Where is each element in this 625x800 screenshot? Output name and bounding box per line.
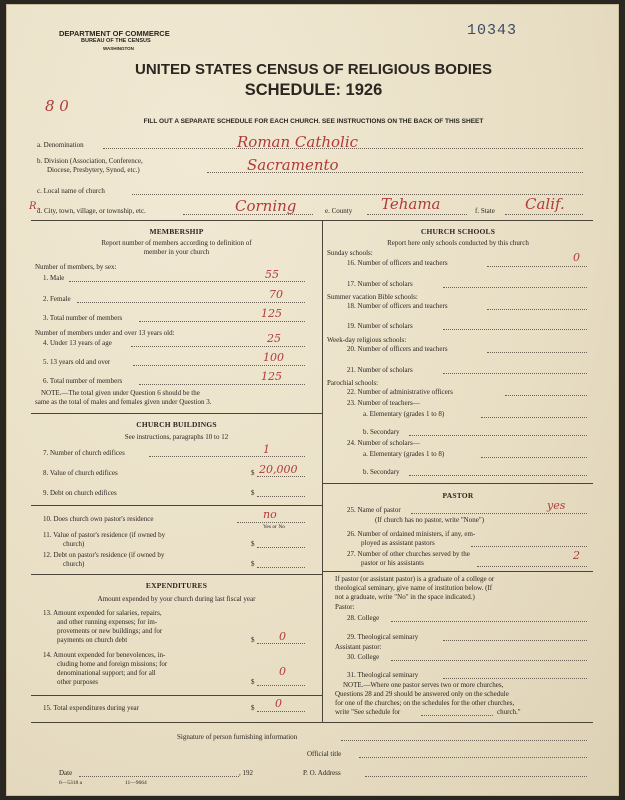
q27-divider [323, 571, 593, 572]
signature-line[interactable] [341, 740, 587, 741]
q16-line [487, 266, 587, 267]
q30-label: 30. College [347, 653, 380, 661]
membership-intro-2: member in your church [143, 248, 210, 256]
q21-line [443, 373, 587, 374]
q14-label-3: denominational support; and for all [57, 669, 156, 677]
q28-label: 28. College [347, 614, 380, 622]
table-top-border [31, 220, 593, 221]
q20-line [487, 352, 587, 353]
margin-note: 8 0 [45, 97, 69, 115]
buildings-title: CHURCH BUILDINGS [136, 420, 217, 429]
q24a-line [481, 457, 587, 458]
expenditures-title: EXPENDITURES [145, 581, 208, 590]
summer-schools-label: Summer vacation Bible schools: [327, 293, 418, 301]
q25-value[interactable]: yes [547, 499, 566, 512]
q11-dollar: $ [251, 540, 255, 548]
q26-label-2: ployed as assistant pastors [361, 539, 435, 547]
form-number: 6—5318 a [59, 780, 83, 786]
q12-label-2: church) [63, 560, 85, 568]
pastor-note-4: write "See schedule for [335, 708, 401, 716]
q27-value[interactable]: 2 [573, 549, 580, 562]
q14-line [257, 685, 305, 686]
weekday-schools-label: Week-day religious schools: [327, 336, 407, 344]
department-label: DEPARTMENT OF COMMERCE [59, 29, 170, 38]
schools-intro: Report here only schools conducted by this church [387, 239, 529, 247]
left-margin-mark: R. [29, 201, 40, 212]
membership-note-2: same as the total of males and females given under Question 3. [35, 398, 212, 406]
date-year-suffix: , 192 [239, 769, 253, 777]
q26-line [471, 546, 587, 547]
q31-line [443, 678, 587, 679]
q3-label: 3. Total number of members [43, 314, 123, 322]
date-line[interactable] [79, 776, 239, 777]
q31-label: 31. Theological seminary [347, 671, 419, 679]
q13-label-2: and other running expenses; for im- [57, 618, 158, 626]
state-label: f. State [475, 207, 495, 215]
pastor-sublabel: Pastor: [335, 603, 355, 611]
pastor-note-blank [421, 715, 493, 716]
q27-label-2: pastor or his assistants [361, 559, 424, 567]
division-label-2: Diocese, Presbytery, Synod, etc.) [47, 166, 140, 174]
members-by-sex-label: Number of members, by sex: [35, 263, 117, 271]
pastor-note-1: NOTE.—Where one pastor serves two or more churches, [343, 681, 504, 689]
q23-label: 23. Number of teachers— [347, 399, 420, 407]
instruction-banner: FILL OUT A SEPARATE SCHEDULE FOR EACH CHURCH. SEE INSTRUCTIONS ON THE BACK OF THIS SHEET [143, 118, 484, 125]
q22-line [505, 395, 587, 396]
q12-dollar: $ [251, 560, 255, 568]
q6-value[interactable]: 125 [261, 370, 282, 383]
q12-line [257, 567, 305, 568]
q11-label-2: church) [63, 540, 85, 548]
buildings-divider [31, 413, 322, 414]
q13-label-1: 13. Amount expended for salaries, repairs, [43, 609, 162, 617]
q5-label: 5. 13 years old and over [43, 358, 111, 366]
county-value[interactable]: Tehama [381, 195, 441, 213]
q15-label: 15. Total expenditures during year [43, 704, 139, 712]
q11-line [257, 547, 305, 548]
q7-line [149, 456, 305, 457]
q23b-label: b. Secondary [363, 428, 400, 436]
q13-label-3: provements or new buildings; and for [57, 627, 163, 635]
membership-note-1: NOTE.—The total given under Question 6 should be the [41, 389, 200, 397]
q7-label: 7. Number of church edifices [43, 449, 125, 457]
q14-divider [31, 695, 322, 696]
q1-label: 1. Male [43, 274, 65, 282]
grad-text-2: theological seminary, give name of institution below. (If [335, 584, 493, 592]
denomination-value[interactable]: Roman Catholic [237, 133, 359, 151]
q27-label-1: 27. Number of other churches served by the [347, 550, 470, 558]
q10-label: 10. Does church own pastor's residence [43, 515, 154, 523]
age-intro-label: Number of members under and over 13 years old: [35, 329, 175, 337]
expenditures-divider [31, 574, 322, 575]
q18-line [487, 309, 587, 310]
city-value[interactable]: Corning [235, 197, 297, 215]
pastor-note-2: Questions 28 and 29 should be answered only on the schedule [335, 690, 509, 698]
q4-line [131, 346, 305, 347]
bureau-label: BUREAU OF THE CENSUS [81, 38, 151, 44]
q15-value[interactable]: 0 [275, 697, 282, 710]
yes-no-hint: Yes or No [263, 524, 286, 530]
q9-divider [31, 505, 322, 506]
buildings-intro: See instructions, paragraphs 10 to 12 [124, 433, 229, 441]
q3-line [139, 321, 305, 322]
q8-label: 8. Value of church edifices [43, 469, 118, 477]
q5-value[interactable]: 100 [263, 351, 284, 364]
q26-label-1: 26. Number of ordained ministers, if any, em- [347, 530, 476, 538]
membership-intro-1: Report number of members according to definition of [101, 239, 252, 247]
q29-label: 29. Theological seminary [347, 633, 419, 641]
q14-label-1: 14. Amount expended for benevolences, in- [43, 651, 166, 659]
q25-line [411, 513, 587, 514]
q13-line [257, 643, 305, 644]
q15-dollar: $ [251, 704, 255, 712]
city-label: WASHINGTON [103, 46, 134, 51]
q29-line [443, 640, 587, 641]
parochial-schools-label: Parochial schools: [327, 379, 379, 387]
q13-dollar: $ [251, 636, 255, 644]
q14-label-4: other purposes [57, 678, 99, 686]
local-name-line [132, 194, 583, 195]
schedule-title: SCHEDULE: 1926 [244, 81, 383, 99]
q8-value[interactable]: 20,000 [259, 463, 298, 476]
q15-line [257, 711, 305, 712]
q7-value[interactable]: 1 [263, 443, 270, 456]
q8-line [257, 476, 305, 477]
q6-line [139, 384, 305, 385]
division-label-1: b. Division (Association, Conference, [37, 157, 143, 165]
q24b-label: b. Secondary [363, 468, 400, 476]
q27-line [477, 566, 587, 567]
q19-line [443, 329, 587, 330]
q18-label: 18. Number of officers and teachers [347, 302, 448, 310]
q2-line [77, 302, 305, 303]
state-value[interactable]: Calif. [525, 195, 565, 213]
pastor-note-3: for one of the churches; on the schedules for the other churches, [335, 699, 515, 707]
po-address-line[interactable] [365, 776, 587, 777]
q6-label: 6. Total number of members [43, 377, 123, 385]
q1-line [69, 281, 305, 282]
q23a-line [481, 417, 587, 418]
q13-label-4: payments on church debt [57, 636, 128, 644]
q16-label: 16. Number of officers and teachers [347, 259, 448, 267]
denomination-label: a. Denomination [37, 141, 84, 149]
date-label: Date [59, 769, 73, 777]
po-address-label: P. O. Address [303, 769, 341, 777]
q17-line [443, 287, 587, 288]
state-line [505, 214, 583, 215]
q1-value[interactable]: 55 [265, 268, 279, 281]
q23a-label: a. Elementary (grades 1 to 8) [363, 410, 445, 418]
q19-label: 19. Number of scholars [347, 322, 413, 330]
q23b-line [409, 435, 587, 436]
q22-label: 22. Number of administrative officers [347, 388, 453, 396]
q14-value[interactable]: 0 [279, 665, 286, 678]
q9-label: 9. Debt on church edifices [43, 489, 117, 497]
q24b-line [409, 475, 587, 476]
signature-label: Signature of person furnishing information [177, 733, 298, 741]
membership-title: MEMBERSHIP [149, 227, 204, 236]
q10-value[interactable]: no [263, 508, 277, 521]
q3-value[interactable]: 125 [261, 307, 282, 320]
table-bottom-border [31, 722, 593, 723]
q4-value[interactable]: 25 [267, 332, 281, 345]
assistant-pastor-sublabel: Assistant pastor: [335, 643, 382, 651]
table-center-divider [322, 220, 323, 722]
q2-label: 2. Female [43, 295, 71, 303]
q20-label: 20. Number of officers and teachers [347, 345, 448, 353]
q24-label: 24. Number of scholars— [347, 439, 420, 447]
q21-label: 21. Number of scholars [347, 366, 413, 374]
q17-label: 17. Number of scholars [347, 280, 413, 288]
q13-value[interactable]: 0 [279, 630, 286, 643]
q4-label: 4. Under 13 years of age [43, 339, 112, 347]
print-code: 11—9664 [125, 780, 147, 786]
q5-line [133, 365, 305, 366]
pastor-title: PASTOR [442, 491, 474, 500]
q9-line [257, 496, 305, 497]
q10-line [237, 522, 305, 523]
q14-dollar: $ [251, 678, 255, 686]
q12-label-1: 12. Debt on pastor's residence (if owned by [43, 551, 165, 559]
q28-line [391, 621, 587, 622]
city-label: d. City, town, village, or township, etc. [37, 207, 146, 215]
q25-label: 25. Name of pastor [347, 506, 401, 514]
grad-text-1: If pastor (or assistant pastor) is a graduate of a college or [335, 575, 495, 583]
q2-value[interactable]: 70 [269, 288, 283, 301]
local-name-label: c. Local name of church [37, 187, 105, 195]
q24a-label: a. Elementary (grades 1 to 8) [363, 450, 445, 458]
pastor-note-5: church." [497, 708, 521, 716]
schools-title: CHURCH SCHOOLS [420, 227, 496, 236]
grad-text-3: not a graduate, write "No" in the space indicated.) [335, 593, 475, 601]
division-value[interactable]: Sacramento [247, 156, 339, 174]
official-title-line[interactable] [359, 757, 587, 758]
q11-label-1: 11. Value of pastor's residence (if owned by [43, 531, 166, 539]
q25-note: (If church has no pastor, write "None") [375, 516, 485, 524]
serial-number: 10343 [467, 22, 518, 39]
q16-value[interactable]: 0 [573, 251, 580, 264]
official-title-label: Official title [307, 750, 342, 758]
expenditures-intro: Amount expended by your church during last fiscal year [97, 595, 256, 603]
census-schedule-sheet [6, 4, 619, 796]
sunday-schools-label: Sunday schools: [327, 249, 373, 257]
form-title: UNITED STATES CENSUS OF RELIGIOUS BODIES [135, 61, 492, 78]
q9-dollar: $ [251, 489, 255, 497]
pastor-divider [323, 483, 593, 484]
county-label: e. County [325, 207, 353, 215]
q14-label-2: cluding home and foreign missions; for [57, 660, 168, 668]
q30-line [391, 660, 587, 661]
county-line [367, 214, 467, 215]
q8-dollar: $ [251, 469, 255, 477]
